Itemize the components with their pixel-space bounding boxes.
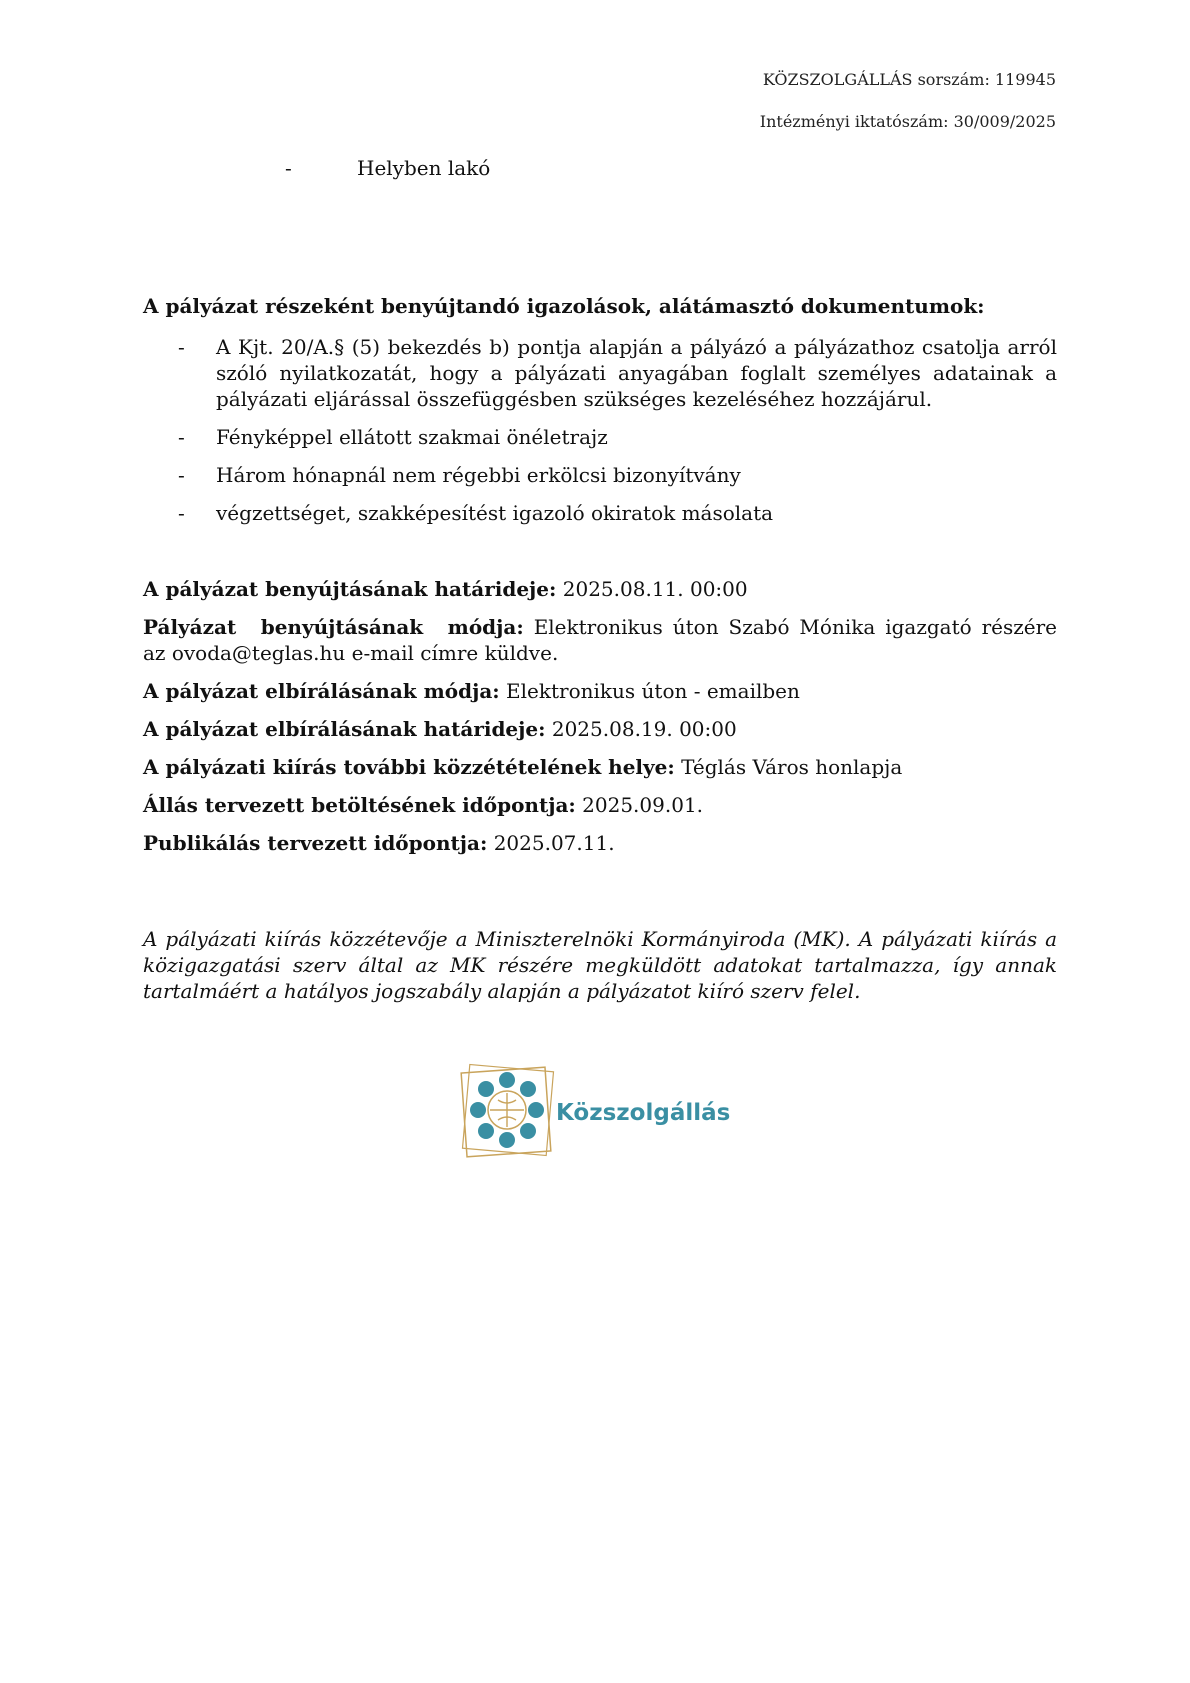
kozszolgallas-logo bbox=[460, 1062, 760, 1162]
logo-text: Közszolgállás bbox=[556, 1100, 731, 1126]
deadline-value: 2025.08.11. 00:00 bbox=[562, 577, 748, 601]
list-item bbox=[143, 424, 1057, 450]
list-item-text: A Kjt. 20/A.§ (5) bekezdés b) pontja alapján a pályázó a pályázathoz csatolja arról szóló nyilatkozatát, hogy a pályázati anyagában foglalt személyes adatainak a pályázati eljárással összefüggésben szükséges kezeléséhez hozzájárul. bbox=[216, 335, 1057, 411]
start-date-field bbox=[143, 792, 1057, 818]
start-date-label: Állás tervezett betöltésének időpontja: bbox=[143, 793, 576, 817]
registry-number: Intézményi iktatószám: 30/009/2025 bbox=[759, 112, 1056, 131]
list-dash: - bbox=[178, 463, 185, 487]
list-dash: - bbox=[178, 335, 185, 359]
list-item-text: Fényképpel ellátott szakmai önéletrajz bbox=[216, 425, 608, 449]
evaluation-method-label: A pályázat elbírálásának módja: bbox=[143, 679, 500, 703]
submission-method-value: Elektronikus úton Szabó Mónika igazgató részére az ovoda@teglas.hu e-mail címre küldve. bbox=[143, 615, 1058, 665]
evaluation-deadline-field bbox=[143, 716, 1057, 742]
top-list-item-text: Helyben lakó bbox=[357, 156, 491, 180]
publication-place-value: Téglás Város honlapja bbox=[681, 755, 903, 779]
publication-place-label: A pályázati kiírás további közzétételének helye: bbox=[143, 755, 675, 779]
serial-number: KÖZSZOLGÁLLÁS sorszám: 119945 bbox=[762, 70, 1056, 89]
application-details bbox=[143, 576, 1057, 868]
evaluation-method-field bbox=[143, 678, 1057, 704]
top-list-item bbox=[285, 156, 490, 180]
evaluation-deadline-label: A pályázat elbírálásának határideje: bbox=[143, 717, 546, 741]
list-item bbox=[143, 334, 1057, 412]
deadline-label: A pályázat benyújtásának határideje: bbox=[143, 577, 557, 601]
list-dash: - bbox=[178, 425, 185, 449]
list-dash: - bbox=[178, 501, 185, 525]
documents-heading: A pályázat részeként benyújtandó igazolások, alátámasztó dokumentumok: bbox=[143, 294, 985, 318]
submission-method-label: Pályázat benyújtásának módja: bbox=[143, 615, 524, 639]
list-item bbox=[143, 462, 1057, 488]
publish-date-label: Publikálás tervezett időpontja: bbox=[143, 831, 488, 855]
list-item bbox=[143, 500, 1057, 526]
list-dash: - bbox=[285, 156, 292, 180]
list-item-text: végzettséget, szakképesítést igazoló okiratok másolata bbox=[216, 501, 774, 525]
list-item-text: Három hónapnál nem régebbi erkölcsi bizonyítvány bbox=[216, 463, 741, 487]
logo-emblem-icon bbox=[460, 1062, 760, 1162]
documents-list bbox=[143, 334, 1057, 538]
publication-place-field bbox=[143, 754, 1057, 780]
evaluation-method-value: Elektronikus úton - emailben bbox=[506, 679, 800, 703]
publish-date-value: 2025.07.11. bbox=[493, 831, 615, 855]
start-date-value: 2025.09.01. bbox=[582, 793, 704, 817]
evaluation-deadline-value: 2025.08.19. 00:00 bbox=[551, 717, 737, 741]
disclaimer: A pályázati kiírás közzétevője a Miniszterelnöki Kormányiroda (MK). A pályázati kiírás a közigazgatási szerv által az MK részére megküldött adatokat tartalmazza, így annak tartalmáért a hatályos jogszabály alapján a pályázatot kiíró szerv felel. bbox=[143, 927, 1057, 1003]
deadline-field bbox=[143, 576, 1057, 602]
submission-method-field bbox=[143, 614, 1057, 666]
publish-date-field bbox=[143, 830, 1057, 856]
